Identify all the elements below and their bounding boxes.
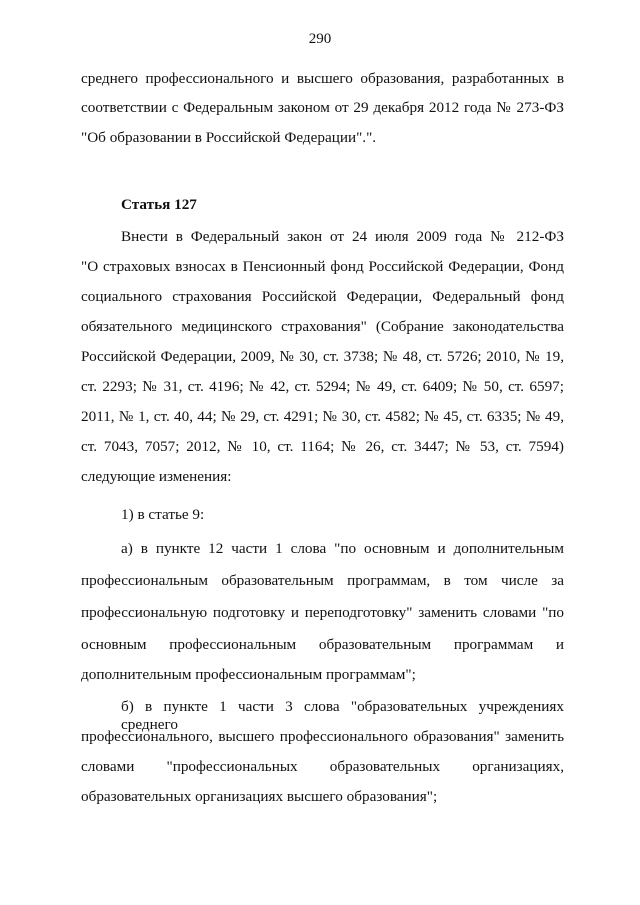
item-b-line-4: образовательных организациях высшего образования"; (81, 788, 438, 805)
item-b-line-3: словами "профессиональных образовательных организациях, (81, 758, 564, 775)
article-line-6: ст. 2293; № 31, ст. 4196; № 42, ст. 5294; № 49, ст. 6409; № 50, ст. 6597; (81, 378, 564, 395)
item-a-line-3: профессиональную подготовку и переподготовку" заменить словами "по (81, 604, 564, 621)
article-line-2: "О страховых взносах в Пенсионный фонд Российской Федерации, Фонд (81, 258, 564, 275)
item-1-heading: 1) в статье 9: (121, 506, 205, 523)
intro-line-1: среднего профессионального и высшего образования, разработанных в (81, 70, 564, 87)
item-a-line-5: дополнительным профессиональным программам"; (81, 666, 416, 683)
article-line-7: 2011, № 1, ст. 40, 44; № 29, ст. 4291; № 30, ст. 4582; № 45, ст. 6335; № 49, (81, 408, 564, 425)
article-line-9: следующие изменения: (81, 468, 232, 485)
page-number: 290 (308, 31, 332, 47)
item-a-line-2: профессиональным образовательным программам, в том числе за (81, 572, 564, 589)
article-heading: Статья 127 (121, 196, 197, 213)
article-line-4: обязательного медицинского страхования" (Собрание законодательства (81, 318, 564, 335)
article-line-1: Внести в Федеральный закон от 24 июля 2009 года № 212-ФЗ (121, 228, 564, 245)
item-a-line-1: а) в пункте 12 части 1 слова "по основным и дополнительным (121, 540, 564, 557)
article-line-8: ст. 7043, 7057; 2012, № 10, ст. 1164; № 26, ст. 3447; № 53, ст. 7594) (81, 438, 564, 455)
item-b-line-2: профессионального, высшего профессионального образования" заменить (81, 728, 564, 745)
intro-line-2: соответствии с Федеральным законом от 29 декабря 2012 года № 273-ФЗ (81, 99, 564, 116)
article-line-5: Российской Федерации, 2009, № 30, ст. 3738; № 48, ст. 5726; 2010, № 19, (81, 348, 564, 365)
intro-line-3: "Об образовании в Российской Федерации".". (81, 129, 377, 146)
item-b-line-1: б) в пункте 1 части 3 слова "образовательных учреждениях среднего (121, 698, 564, 733)
article-line-3: социального страхования Российской Федерации, Федеральный фонд (81, 288, 564, 305)
item-a-line-4: основным профессиональным образовательным программам и (81, 636, 564, 653)
